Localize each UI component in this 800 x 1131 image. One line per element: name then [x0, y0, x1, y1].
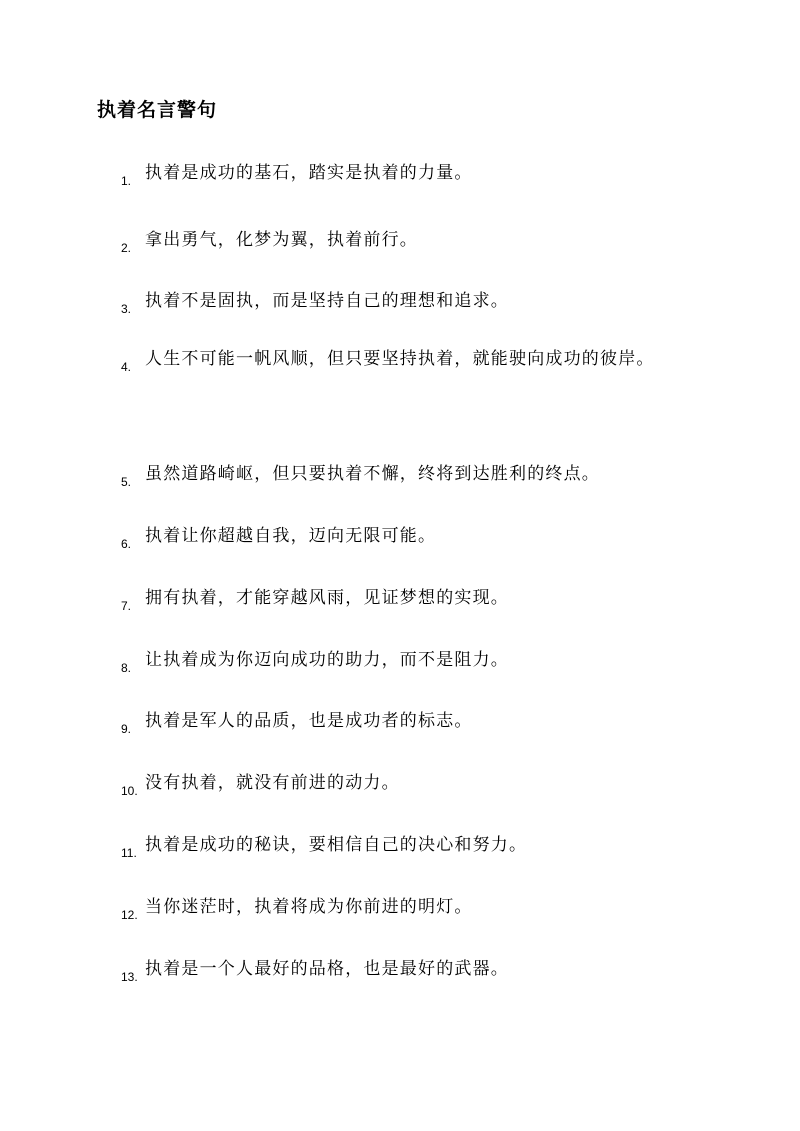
list-item-text: 让执着成为你迈向成功的助力，而不是阻力。	[145, 650, 509, 670]
list-item-number: 4.	[121, 360, 132, 374]
list-item-number: 10.	[121, 784, 138, 798]
list-item-text: 拿出勇气，化梦为翼，执着前行。	[145, 230, 418, 250]
list-item-text: 虽然道路崎岖，但只要执着不懈，终将到达胜利的终点。	[145, 464, 600, 484]
list-item-number: 13.	[121, 970, 138, 984]
list-item-number: 7.	[121, 599, 132, 613]
list-item-number: 1.	[121, 174, 132, 188]
page-title: 执着名言警句	[97, 99, 218, 121]
list-item-text: 执着是一个人最好的品格，也是最好的武器。	[145, 959, 509, 979]
list-item-text: 执着是成功的基石，踏实是执着的力量。	[145, 163, 473, 183]
list-item-number: 6.	[121, 537, 132, 551]
list-item-number: 5.	[121, 475, 132, 489]
list-item-number: 3.	[121, 302, 132, 316]
list-item-text: 没有执着，就没有前进的动力。	[145, 773, 400, 793]
list-item-number: 9.	[121, 722, 132, 736]
list-item-text: 当你迷茫时，执着将成为你前进的明灯。	[145, 897, 473, 917]
list-item-number: 11.	[121, 846, 137, 860]
list-item-number: 12.	[121, 908, 138, 922]
list-item-number: 8.	[121, 661, 132, 675]
list-item-text: 执着是军人的品质，也是成功者的标志。	[145, 711, 473, 731]
list-item-text: 拥有执着，才能穿越风雨，见证梦想的实现。	[145, 588, 509, 608]
list-item-text: 执着不是固执，而是坚持自己的理想和追求。	[145, 291, 509, 311]
list-item-text: 执着让你超越自我，迈向无限可能。	[145, 526, 437, 546]
list-item-text: 人生不可能一帆风顺，但只要坚持执着，就能驶向成功的彼岸。	[145, 349, 655, 369]
list-item-number: 2.	[121, 241, 132, 255]
list-item-text: 执着是成功的秘诀，要相信自己的决心和努力。	[145, 835, 528, 855]
